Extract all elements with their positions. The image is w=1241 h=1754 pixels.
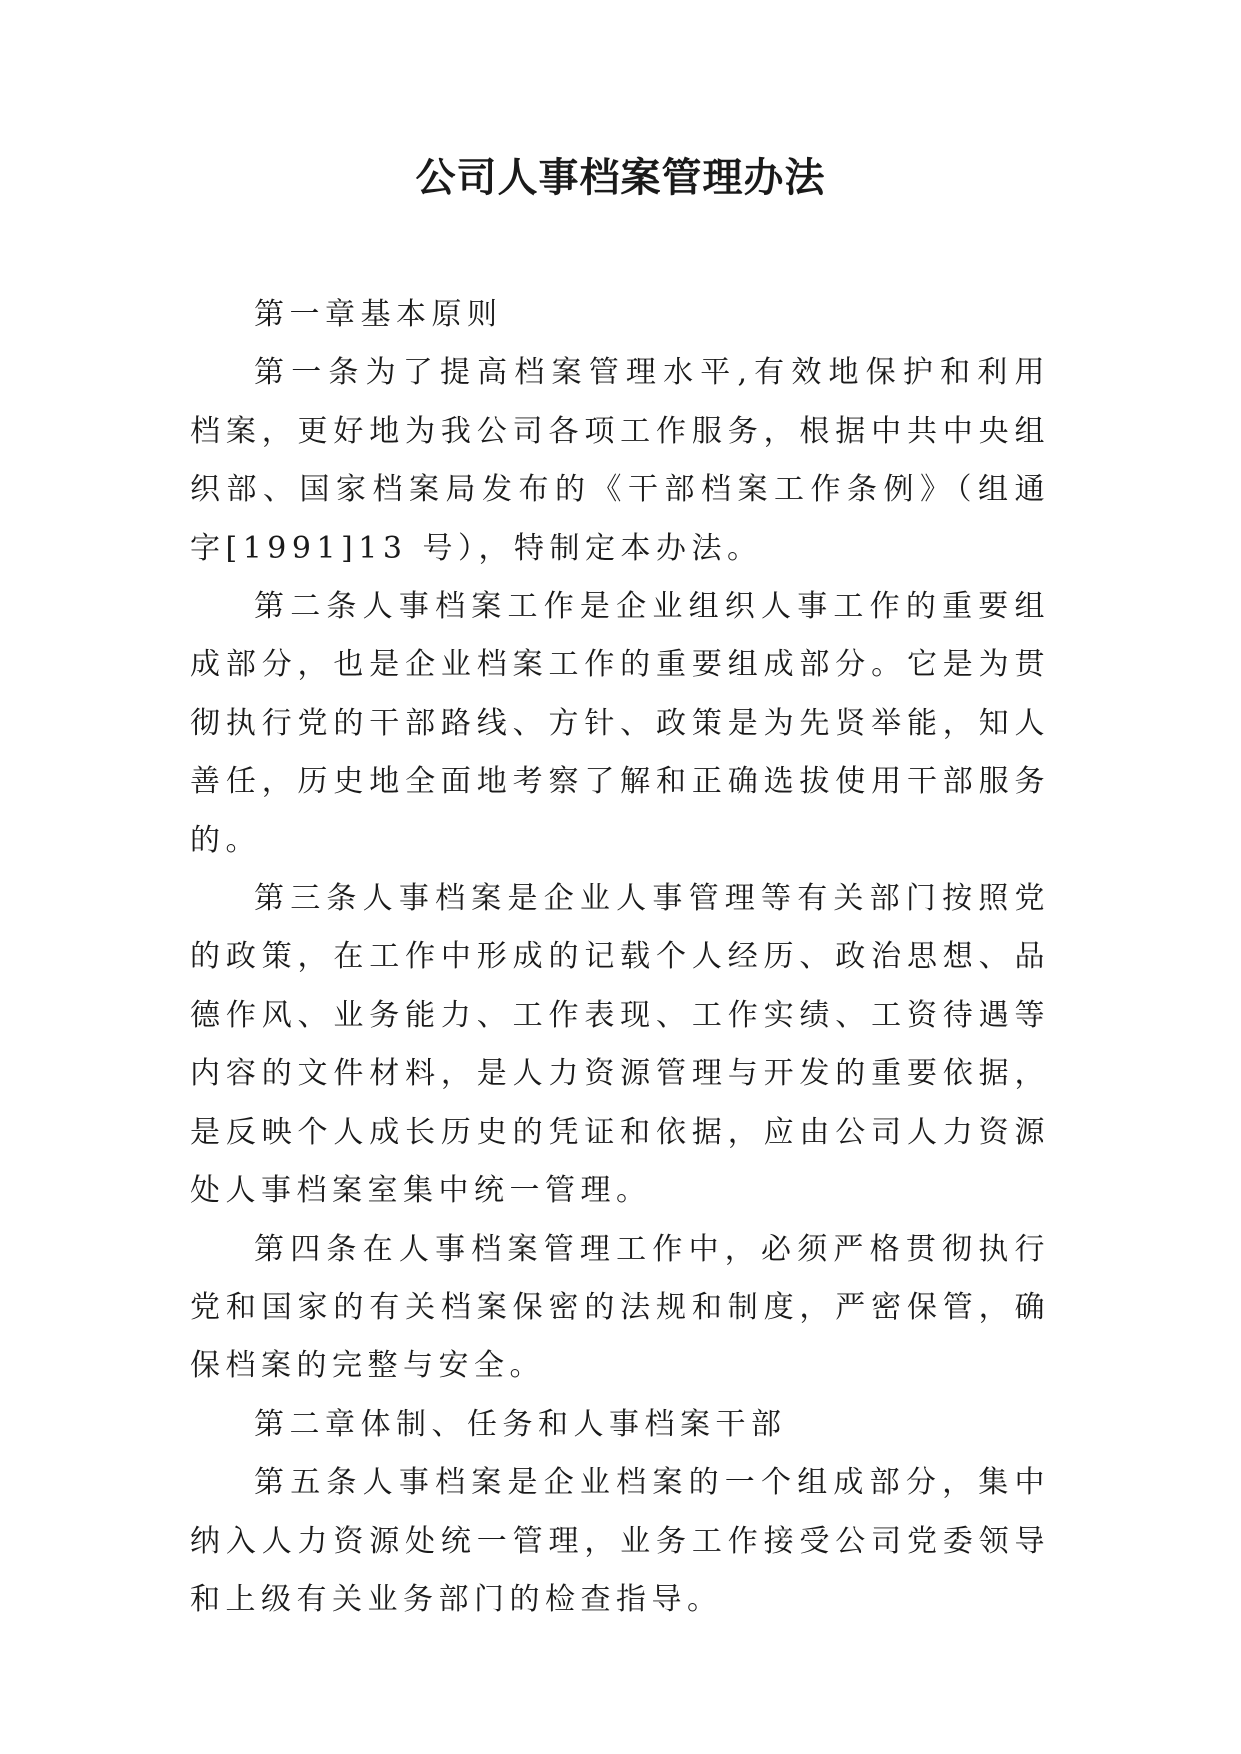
article-5: 第五条人事档案是企业档案的一个组成部分，集中纳入人力资源处统一管理，业务工作接受公司党委领导和上级有关业务部门的检查指导。 (190, 1465, 1050, 1617)
document-title: 公司人事档案管理办法 (415, 154, 826, 201)
chapter-1-heading: 第一章基本原则 (254, 297, 503, 332)
chapter-2-heading: 第二章体制、任务和人事档案干部 (254, 1406, 787, 1442)
article-1: 第一条为了提高档案管理水平,有效地保护和利用档案，更好地为我公司各项工作服务，根据中共中央组织部、国家档案局发布的《干部档案工作条例》（组通字[1991]13 号），特制定本办法。 (190, 355, 1050, 566)
article-3: 第三条人事档案是企业人事管理等有关部门按照党的政策，在工作中形成的记载个人经历、政治思想、品德作风、业务能力、工作表现、工作实绩、工资待遇等内容的文件材料，是人力资源管理与开发的重要依据，是反映个人成长历史的凭证和依据，应由公司人力资源处人事档案室集中统一管理。 (190, 881, 1050, 1209)
document-body (190, 286, 1050, 1629)
article-2: 第二条人事档案工作是企业组织人事工作的重要组成部分，也是企业档案工作的重要组成部分。它是为贯彻执行党的干部路线、方针、政策是为先贤举能，知人善任，历史地全面地考察了解和正确选拔使用干部服务的。 (190, 589, 1050, 858)
article-4: 第四条在人事档案管理工作中，必须严格贯彻执行党和国家的有关档案保密的法规和制度，严密保管，确保档案的完整与安全。 (190, 1231, 1050, 1384)
